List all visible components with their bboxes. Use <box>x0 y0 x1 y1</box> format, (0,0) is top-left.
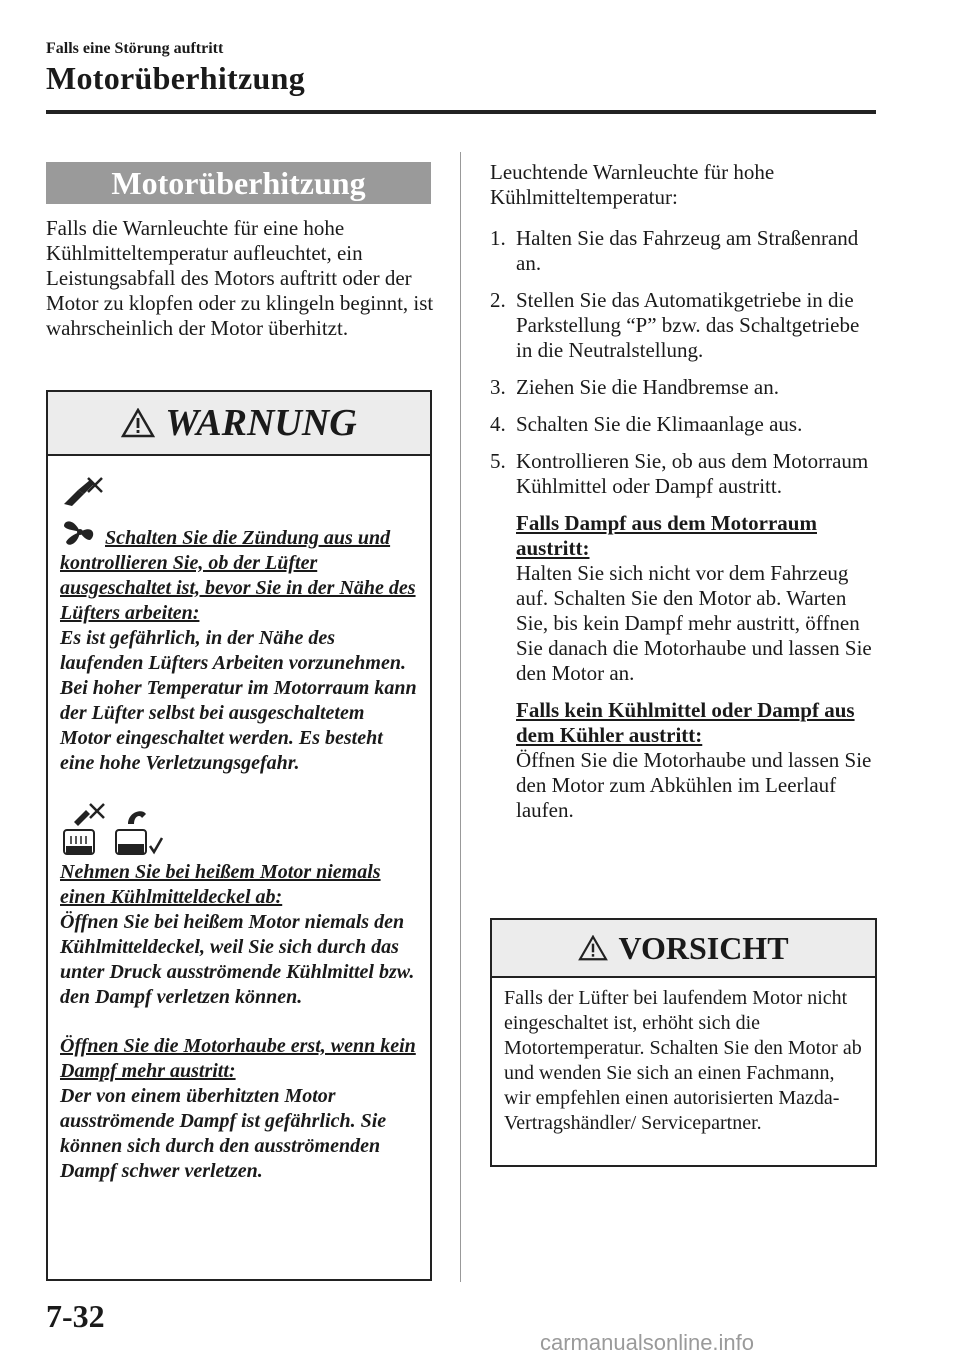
intro-paragraph: Falls die Warnleuchte für eine hohe Kühlmitteltemperatur aufleuchtet, ein Leistungsabfall des Motors auftritt oder der Motor zu klopfen oder zu klingeln beginnt, ist wahrscheinlich der Motor überhitzt. <box>46 216 434 340</box>
column-divider <box>460 152 461 1282</box>
caution-box <box>490 918 877 1167</box>
warning-block1-heading: Schalten Sie die Zündung aus und kontrollieren Sie, ob der Lüfter ausgeschaltet ist, bevor Sie in der Nähe des Lüfters arbeiten: <box>60 527 416 624</box>
watermark: carmanualsonline.info <box>540 1330 755 1355</box>
caution-header <box>492 920 875 978</box>
steam-heading: Falls Dampf aus dem Motorraum austritt: <box>516 511 817 560</box>
section-banner: Motorüberhitzung <box>46 162 431 204</box>
list-item: 4. Schalten Sie die Klimaanlage aus. <box>490 412 803 436</box>
no-steam-subsection <box>516 698 880 823</box>
warning-block2-heading: Nehmen Sie bei heißem Motor niemals einen Kühlmitteldeckel ab: <box>60 861 381 908</box>
steam-text: Halten Sie sich nicht vor dem Fahrzeug auf. Schalten Sie den Motor ab. Warten Sie, bis kein Dampf mehr austritt, öffnen Sie danach die Motorhaube und lassen Sie den Motor an. <box>516 561 872 685</box>
warning-body <box>48 456 430 1184</box>
warning-triangle-icon <box>121 408 155 438</box>
warning-block3-text: Der von einem überhitzten Motor ausströmende Dampf ist gefährlich. Sie können sich durch den ausströmenden Dampf schwer verletzen. <box>60 1085 387 1182</box>
no-coolant-cap-icon <box>60 800 106 858</box>
coolant-reservoir-icon <box>112 800 164 858</box>
page-number: 7-32 <box>46 1298 105 1334</box>
warning-block2-text: Öffnen Sie bei heißem Motor niemals den Kühlmitteldeckel, weil Sie sich durch das unter Druck ausströmende Kühlmittel bzw. den Dampf verletzen können. <box>60 911 415 1008</box>
list-item: 2. Stellen Sie das Automatikgetriebe in die Parkstellung “P” bzw. das Schaltgetriebe in die Neutralstellung. <box>490 288 860 362</box>
list-item: 5. Kontrollieren Sie, ob aus dem Motorraum Kühlmittel oder Dampf austritt. <box>490 449 869 498</box>
fan-icon <box>60 514 100 550</box>
no-steam-text: Öffnen Sie die Motorhaube und lassen Sie den Motor zum Abkühlen im Leerlauf laufen. <box>516 748 872 822</box>
list-item: 1. Halten Sie das Fahrzeug am Straßenrand an. <box>490 226 859 275</box>
no-tools-icon <box>60 474 106 510</box>
list-item: 3. Ziehen Sie die Handbremse an. <box>490 375 779 399</box>
warning-box <box>46 390 432 1281</box>
warning-block3-heading: Öffnen Sie die Motorhaube erst, wenn kein Dampf mehr austritt: <box>60 1035 416 1082</box>
page-title: Motorüberhitzung <box>46 60 306 96</box>
section-kicker: Falls eine Störung auftritt <box>46 40 224 57</box>
warning-title: WARNUNG <box>165 402 357 444</box>
caution-title: VORSICHT <box>618 929 789 966</box>
header-rule <box>46 110 876 114</box>
steam-subsection <box>516 511 880 686</box>
caution-text: Falls der Lüfter bei laufendem Motor nicht eingeschaltet ist, erhöht sich die Motortemperatur. Schalten Sie den Motor ab und wenden Sie sich an einen Fachmann, wir empfehlen einen autorisierten Mazda-Vertragshändler/ Servicepartner. <box>504 987 862 1134</box>
no-steam-heading: Falls kein Kühlmittel oder Dampf aus dem Kühler austritt: <box>516 698 855 747</box>
right-column <box>490 160 880 823</box>
warning-header <box>48 392 430 456</box>
warning-block1-text: Es ist gefährlich, in der Nähe des laufenden Lüfters Arbeiten vorzunehmen. Bei hoher Temperatur im Motorraum kann der Lüfter selbst bei ausgeschaltetem Motor eingeschaltet werden. Es besteht eine hohe Verletzungsgefahr. <box>60 627 417 774</box>
steps-list <box>490 226 880 499</box>
warning-triangle-icon <box>578 935 608 961</box>
right-intro: Leuchtende Warnleuchte für hohe Kühlmitteltemperatur: <box>490 160 775 209</box>
